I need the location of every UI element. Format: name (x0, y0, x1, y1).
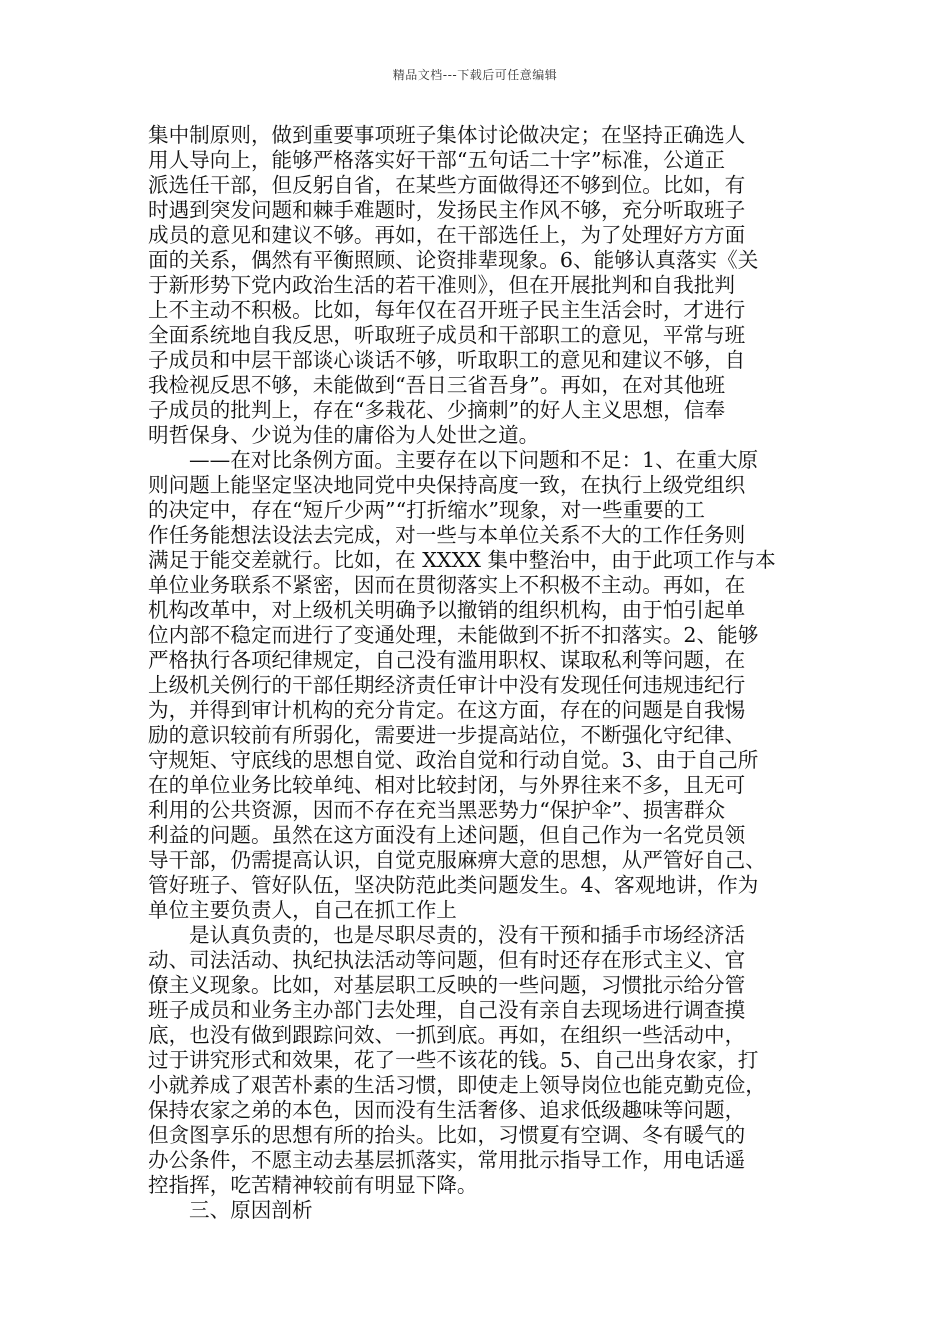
text-line: 是认真负责的，也是尽职尽责的，没有干预和插手市场经济活 (189, 923, 746, 947)
text-line: 守规矩、守底线的思想自觉、政治自觉和行动自觉。3、由于自己所 (148, 748, 759, 772)
text-line: 则问题上能坚定坚决地同党中央保持高度一致，在执行上级党组织 (148, 473, 746, 497)
text-line: 单位业务联系不紧密，因而在贯彻落实上不积极不主动。再如，在 (148, 573, 746, 597)
text-line: 单位主要负责人，自己在抓工作上 (148, 898, 457, 922)
text-line: ——在对比条例方面。主要存在以下问题和不足：1、在重大原 (189, 448, 759, 472)
text-line: 我检视反思不够，未能做到“吾日三省吾身”。再如，在对其他班 (148, 373, 726, 397)
text-line: 明哲保身、少说为佳的庸俗为人处世之道。 (148, 423, 540, 447)
text-line: 班子成员和业务主办部门去处理，自己没有亲自去现场进行调查摸 (148, 998, 746, 1022)
page-header: 精品文档---下载后可任意编辑 (392, 68, 558, 82)
text-line: 利益的问题。虽然在这方面没有上述问题，但自己作为一名党员领 (148, 823, 746, 847)
text-line: 导干部，仍需提高认识，自觉克服麻痹大意的思想，从严管好自己、 (148, 848, 766, 872)
text-line: 机构改革中，对上级机关明确予以撤销的组织机构，由于怕引起单 (148, 598, 746, 622)
text-line: 控指挥，吃苦精神较前有明显下降。 (148, 1173, 478, 1197)
text-line: 动、司法活动、执纪执法活动等问题，但有时还存在形式主义、官 (148, 948, 746, 972)
text-line: 三、原因剖析 (189, 1198, 313, 1222)
text-line: 励的意识较前有所弱化，需要进一步提高站位，不断强化守纪律、 (148, 723, 746, 747)
text-line: 派选任干部，但反躬自省，在某些方面做得还不够到位。比如，有 (148, 173, 746, 197)
text-line: 位内部不稳定而进行了变通处理，未能做到不折不扣落实。2、能够 (148, 623, 759, 647)
text-line: 面的关系，偶然有平衡照顾、论资排辈现象。6、能够认真落实《关 (148, 248, 759, 272)
text-line: 为，并得到审计机构的充分肯定。在这方面，存在的问题是自我惕 (148, 698, 746, 722)
text-line: 在的单位业务比较单纯、相对比较封闭，与外界往来不多，且无可 (148, 773, 746, 797)
text-line: 全面系统地自我反思，听取班子成员和干部职工的意见，平常与班 (148, 323, 746, 347)
text-line: 小就养成了艰苦朴素的生活习惯，即使走上领导岗位也能克勤克俭， (148, 1073, 766, 1097)
text-line: 用人导向上，能够严格落实好干部“五句话二十字”标准，公道正 (148, 148, 726, 172)
text-line: 满足于能交差就行。比如，在 XXXX 集中整治中，由于此项工作与本 (148, 548, 776, 572)
text-line: 时遇到突发问题和棘手难题时，发扬民主作风不够，充分听取班子 (148, 198, 746, 222)
text-line: 但贪图享乐的思想有所的抬头。比如，习惯夏有空调、冬有暖气的 (148, 1123, 746, 1147)
text-line: 集中制原则，做到重要事项班子集体讨论做决定；在坚持正确选人 (148, 123, 746, 147)
document-body (148, 123, 808, 1223)
text-line: 底，也没有做到跟踪问效、一抓到底。再如，在组织一些活动中， (148, 1023, 746, 1047)
text-line: 上级机关例行的干部任期经济责任审计中没有发现任何违规违纪行 (148, 673, 746, 697)
text-line: 严格执行各项纪律规定，自己没有滥用职权、谋取私利等问题，在 (148, 648, 746, 672)
text-line: 办公条件，不愿主动去基层抓落实，常用批示指导工作，用电话遥 (148, 1148, 746, 1172)
text-line: 上不主动不积极。比如，每年仅在召开班子民主生活会时，才进行 (148, 298, 746, 322)
text-line: 子成员和中层干部谈心谈话不够，听取职工的意见和建议不够，自 (148, 348, 746, 372)
text-line: 子成员的批判上，存在“多栽花、少摘刺”的好人主义思想，信奉 (148, 398, 726, 422)
text-line: 于新形势下党内政治生活的若干准则》，但在开展批判和自我批判 (148, 273, 735, 297)
text-line: 保持农家之弟的本色，因而没有生活奢侈、追求低级趣味等问题， (148, 1098, 746, 1122)
text-line: 的决定中，存在“短斤少两”“打折缩水”现象，对一些重要的工 (148, 498, 705, 522)
text-line: 管好班子、管好队伍，坚决防范此类问题发生。4、客观地讲，作为 (148, 873, 759, 897)
text-line: 作任务能想法设法去完成，对一些与本单位关系不大的工作任务则 (148, 523, 746, 547)
text-line: 僚主义现象。比如，对基层职工反映的一些问题，习惯批示给分管 (148, 973, 746, 997)
text-line: 过于讲究形式和效果，花了一些不该花的钱。5、自己出身农家，打 (148, 1048, 759, 1072)
text-line: 成员的意见和建议不够。再如，在干部选任上，为了处理好方方面 (148, 223, 746, 247)
text-line: 利用的公共资源，因而不存在充当黑恶势力“保护伞”、损害群众 (148, 798, 726, 822)
